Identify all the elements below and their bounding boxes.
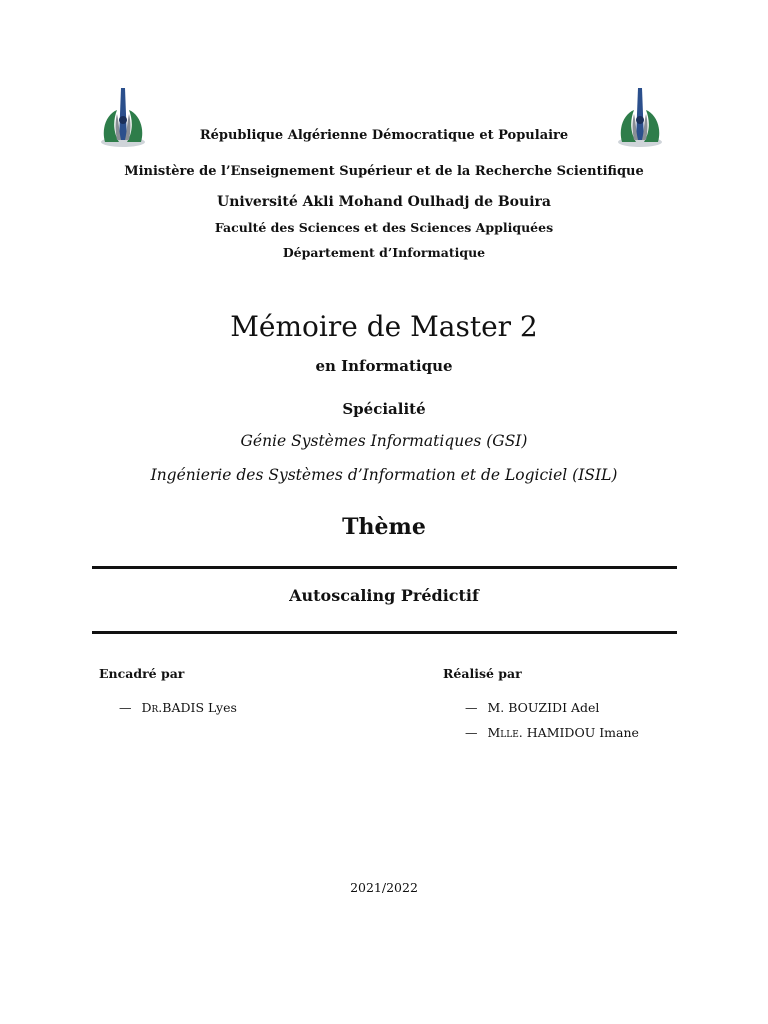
supervisor-prefix: Dr. <box>141 700 163 715</box>
faculty-heading: Faculté des Sciences et des Sciences Appliquées <box>214 220 554 235</box>
author-2-prefix: Mlle. <box>487 725 523 740</box>
supervisor-name: BADIS Lyes <box>162 700 237 715</box>
theme-title: Autoscaling Prédictif <box>289 586 479 605</box>
specialty-isil: Ingénierie des Systèmes d’Information et de Logiciel (ISIL) <box>150 466 618 484</box>
thesis-field: en Informatique <box>315 357 453 375</box>
list-dash: — <box>119 700 132 715</box>
theme-bottom-rule <box>92 631 677 634</box>
supervision-label: Encadré par <box>99 666 185 681</box>
thesis-title: Mémoire de Master 2 <box>230 310 538 343</box>
ministry-heading: Ministère de l’Enseignement Supérieur et de la Recherche Scientifique <box>124 164 644 179</box>
university-heading: Université Akli Mohand Oulhadj de Bouira <box>217 194 551 210</box>
specialty-label: Spécialité <box>342 400 426 418</box>
author-1-name: M. BOUZIDI Adel <box>487 700 600 715</box>
authors-label: Réalisé par <box>443 666 522 681</box>
academic-year: 2021/2022 <box>350 880 418 895</box>
republic-heading: République Algérienne Démocratique et Populaire <box>199 128 569 143</box>
specialty-gsi: Génie Systèmes Informatiques (GSI) <box>240 432 528 450</box>
list-dash: — <box>465 700 478 715</box>
author-entry-2 <box>465 725 639 740</box>
department-heading: Département d’Informatique <box>282 245 486 260</box>
theme-top-rule <box>92 566 677 569</box>
author-entry-1 <box>465 700 599 715</box>
list-dash: — <box>465 725 478 740</box>
theme-label: Thème <box>342 514 426 540</box>
author-2-name: HAMIDOU Imane <box>526 725 639 740</box>
supervisor-entry <box>119 700 237 715</box>
